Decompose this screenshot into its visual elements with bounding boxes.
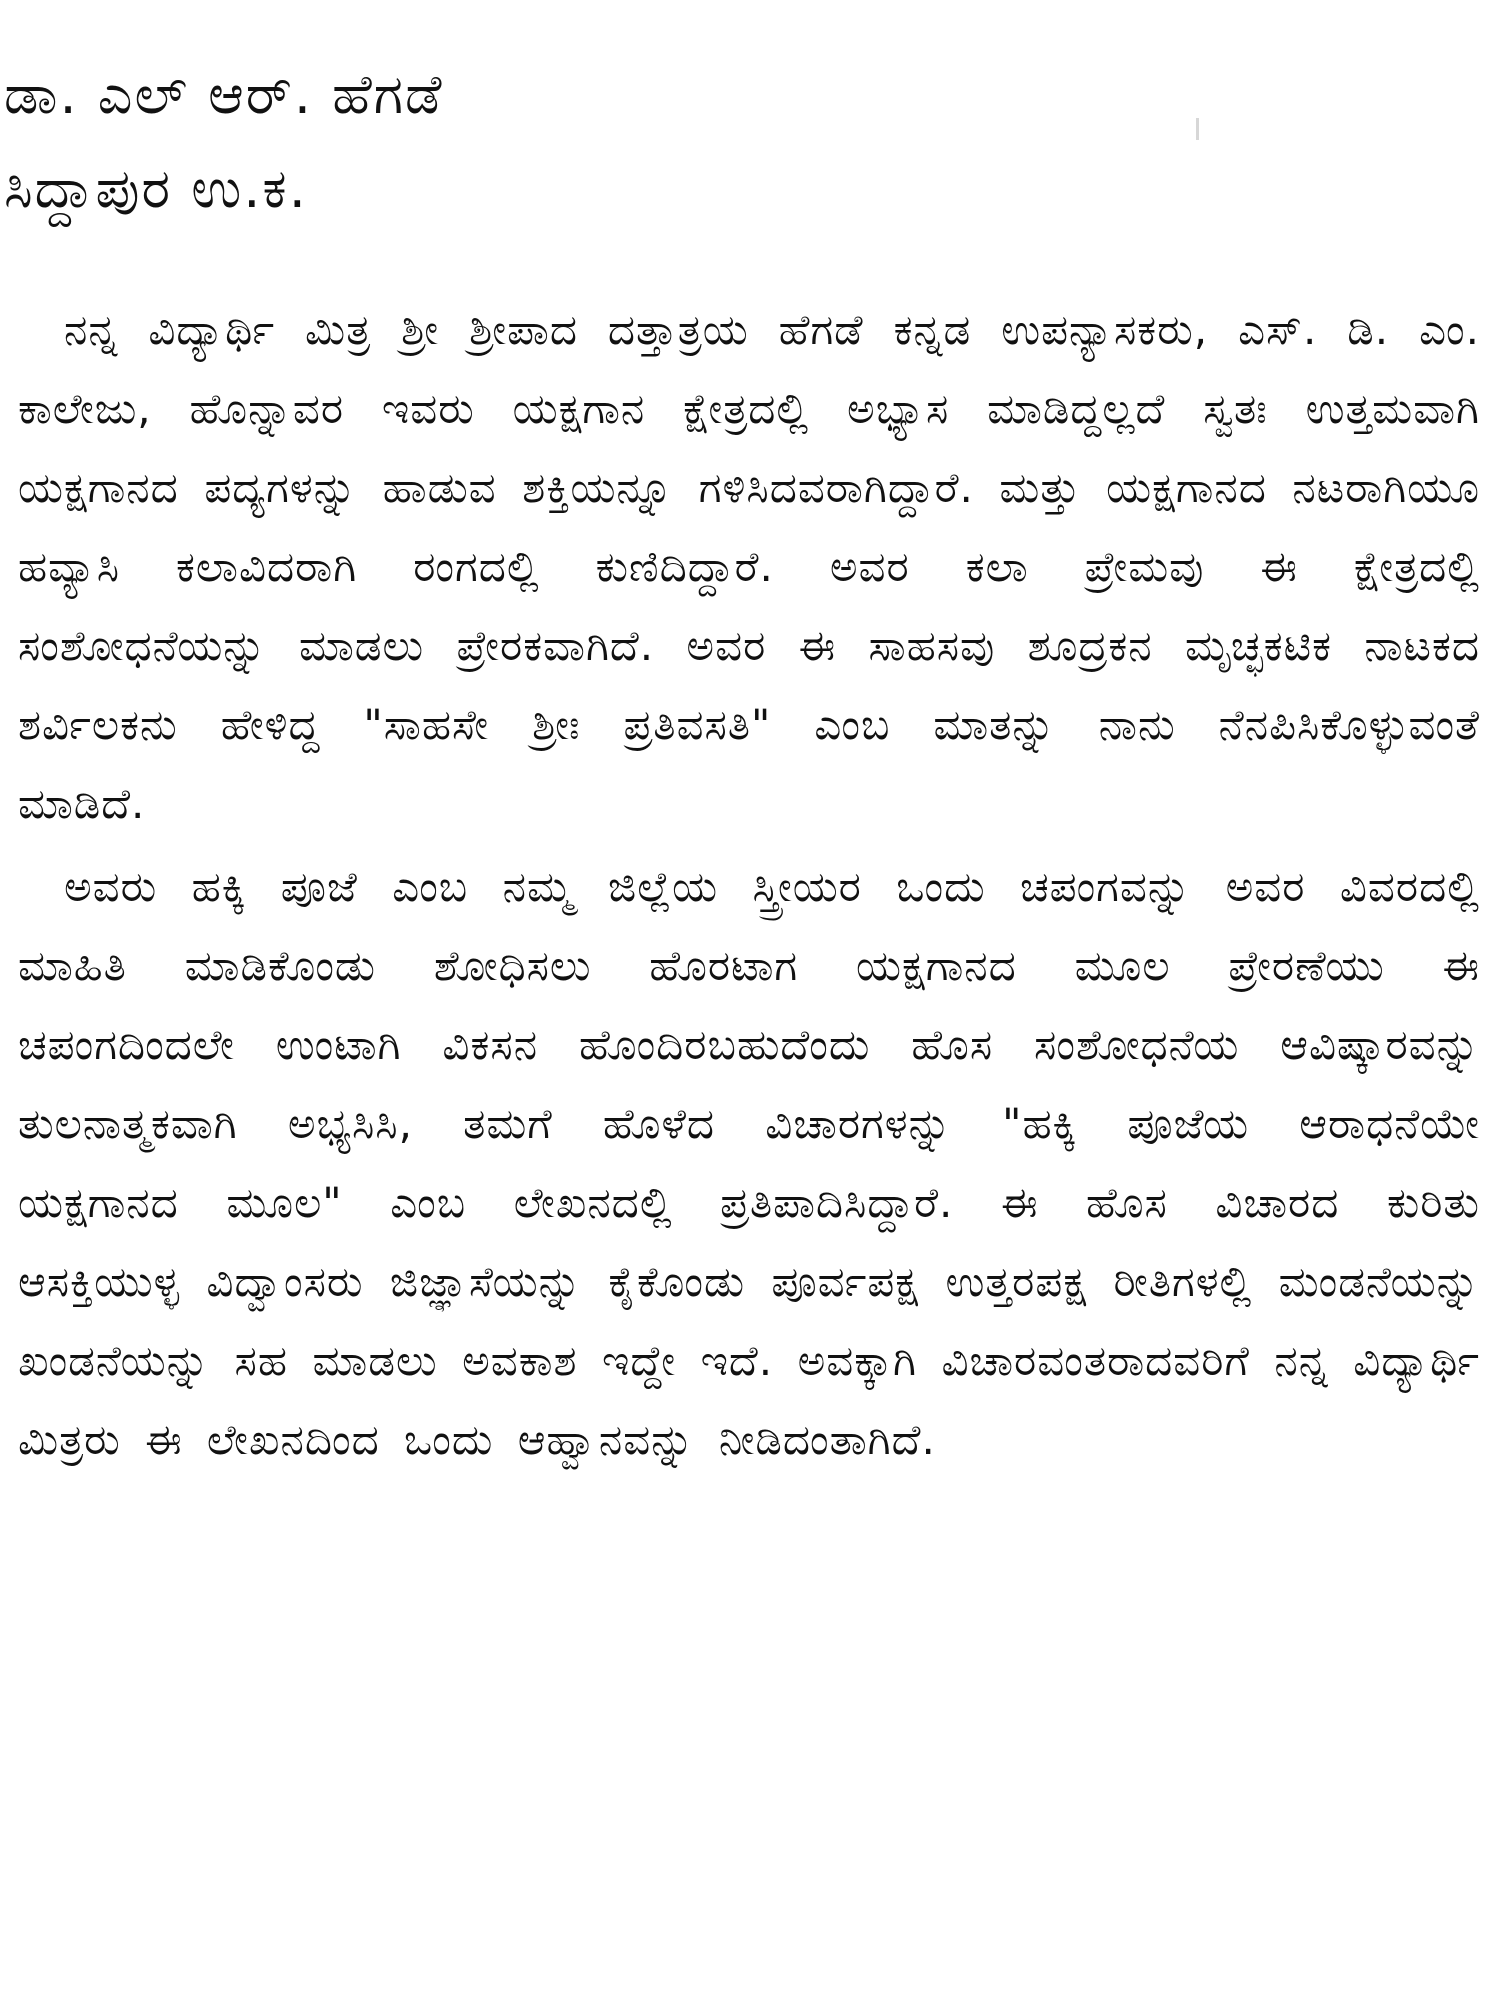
paragraph-1: ನನ್ನ ವಿದ್ಯಾರ್ಥಿ ಮಿತ್ರ ಶ್ರೀ ಶ್ರೀಪಾದ ದತ್ತಾತ್ರಯ ಹೆಗಡೆ ಕನ್ನಡ ಉಪನ್ಯಾಸಕರು, ಎಸ್. ಡಿ. ಎಂ. ಕಾಲೇಜು, ಹೊನ್ನಾವರ ಇವರು ಯಕ್ಷಗಾನ ಕ್ಷೇತ್ರದಲ್ಲಿ ಅಭ್ಯಾಸ ಮಾಡಿದ್ದಲ್ಲದೆ ಸ್ವತಃ ಉತ್ತಮವಾಗಿ ಯಕ್ಷಗಾನದ ಪದ್ಯಗಳನ್ನು ಹಾಡುವ ಶಕ್ತಿಯನ್ನೂ ಗಳಿಸಿದವರಾಗಿದ್ದಾರೆ. ಮತ್ತು ಯಕ್ಷಗಾನದ ನಟರಾಗಿಯೂ ಹವ್ಯಾಸಿ ಕಲಾವಿದರಾಗಿ ರಂಗದಲ್ಲಿ ಕುಣಿದಿದ್ದಾರೆ. ಅವರ ಕಲಾ ಪ್ರೇಮವು ಈ ಕ್ಷೇತ್ರದಲ್ಲಿ ಸಂಶೋಧನೆಯನ್ನು ಮಾಡಲು ಪ್ರೇರಕವಾಗಿದೆ. ಅವರ ಈ ಸಾಹಸವು ಶೂದ್ರಕನ ಮೃಚ್ಛಕಟಿಕ ನಾಟಕದ ಶರ್ವಿಲಕನು ಹೇಳಿದ್ದ "ಸಾಹಸೇ ಶ್ರೀಃ ಪ್ರತಿವಸತಿ" ಎಂಬ ಮಾತನ್ನು ನಾನು ನೆನಪಿಸಿಕೊಳ್ಳುವಂತೆ ಮಾಡಿದೆ. (18, 305, 1480, 828)
letter-header (4, 48, 1204, 236)
body-text (18, 290, 1480, 1479)
author-place: ಸಿದ್ದಾಪುರ ಉ.ಕ. (4, 157, 308, 220)
paragraph-2: ಅವರು ಹಕ್ಕಿ ಪೂಜೆ ಎಂಬ ನಮ್ಮ ಜಿಲ್ಲೆಯ ಸ್ತ್ರೀಯರ ಒಂದು ಚಪಂಗವನ್ನು ಅವರ ವಿವರದಲ್ಲಿ ಮಾಹಿತಿ ಮಾಡಿಕೊಂಡು ಶೋಧಿಸಲು ಹೊರಟಾಗ ಯಕ್ಷಗಾನದ ಮೂಲ ಪ್ರೇರಣೆಯು ಈ ಚಪಂಗದಿಂದಲೇ ಉಂಟಾಗಿ ವಿಕಸನ ಹೊಂದಿರಬಹುದೆಂದು ಹೊಸ ಸಂಶೋಧನೆಯ ಆವಿಷ್ಕಾರವನ್ನು ತುಲನಾತ್ಮಕವಾಗಿ ಅಭ್ಯಸಿಸಿ, ತಮಗೆ ಹೊಳೆದ ವಿಚಾರಗಳನ್ನು "ಹಕ್ಕಿ ಪೂಜೆಯ ಆರಾಧನೆಯೇ ಯಕ್ಷಗಾನದ ಮೂಲ" ಎಂಬ ಲೇಖನದಲ್ಲಿ ಪ್ರತಿಪಾದಿಸಿದ್ದಾರೆ. ಈ ಹೊಸ ವಿಚಾರದ ಕುರಿತು ಆಸಕ್ತಿಯುಳ್ಳ ವಿದ್ವಾಂಸರು ಜಿಜ್ಞಾಸೆಯನ್ನು ಕೈಕೊಂಡು ಪೂರ್ವಪಕ್ಷ ಉತ್ತರಪಕ್ಷ ರೀತಿಗಳಲ್ಲಿ ಮಂಡನೆಯನ್ನು ಖಂಡನೆಯನ್ನು ಸಹ ಮಾಡಲು ಅವಕಾಶ ಇದ್ದೇ ಇದೆ. ಅವಕ್ಕಾಗಿ ವಿಚಾರವಂತರಾದವರಿಗೆ ನನ್ನ ವಿದ್ಯಾರ್ಥಿ ಮಿತ್ರರು ಈ ಲೇಖನದಿಂದ ಒಂದು ಆಹ್ವಾನವನ್ನು ನೀಡಿದಂತಾಗಿದೆ. (18, 862, 1480, 1464)
author-name: ಡಾ. ಎಲ್ ಆರ್. ಹೆಗಡೆ (4, 63, 444, 126)
